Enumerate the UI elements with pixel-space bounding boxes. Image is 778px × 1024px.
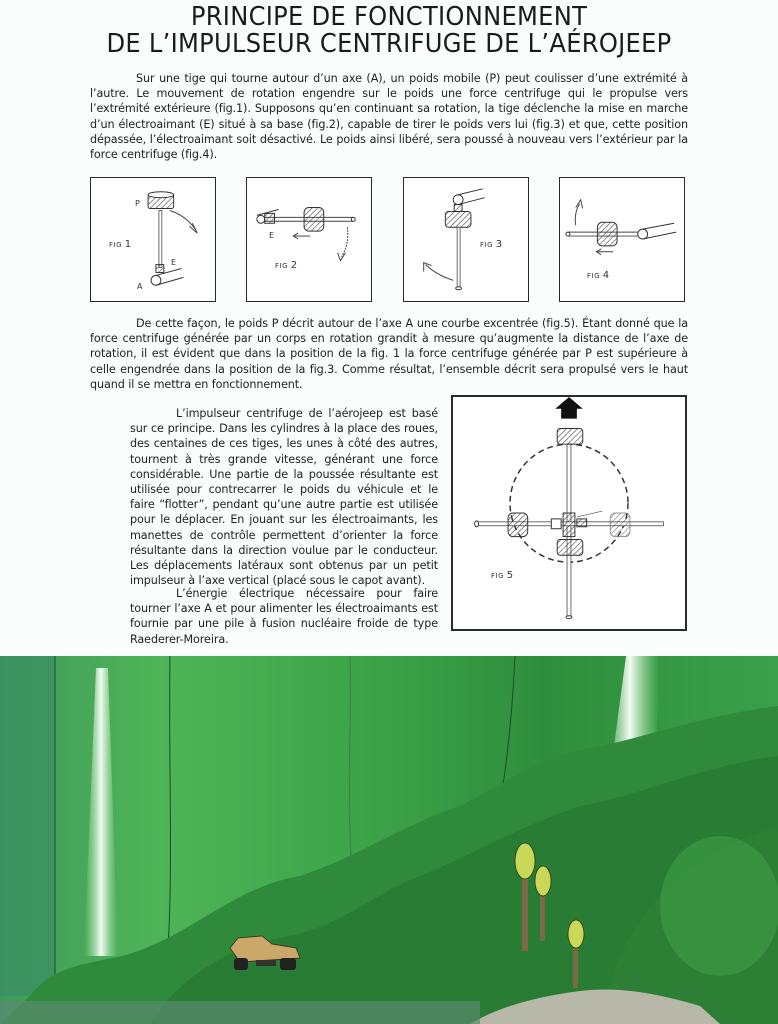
figure-caption-prefix: FIG: [275, 262, 289, 270]
river: [0, 1001, 480, 1024]
figure-caption-prefix: FIG: [480, 241, 494, 249]
figure-caption-number: 1: [124, 239, 132, 250]
figure-2-label-magnet: E: [269, 231, 275, 240]
figure-2: [246, 177, 372, 302]
figure-5: [451, 395, 687, 631]
figure-2-caption: [275, 260, 298, 271]
jungle-scene: [0, 656, 778, 1024]
figure-caption-prefix: FIG: [109, 241, 123, 249]
palm-trunk: [522, 871, 528, 951]
figure-1: [90, 177, 216, 302]
paragraph-eccentric-curve: [90, 316, 688, 392]
figure-4-drawing: [560, 178, 684, 301]
figure-caption-prefix: FIG: [587, 272, 601, 280]
paragraph-text: De cette façon, le poids P décrit autour de l’axe A une courbe excentrée (fig.5). Étant donné que la force centrifuge générée par un corps en rotation grandit à mesure qu’augmente la distance de l’axe de rotation, il est évident que dans la position de la fig. 1 la force centrifuge générée par P est supérieure à celle engendrée dans la position de la fig.3. Comme résultat, l’ensemble décrit sera propulsé vers le haut quand il se mettra en fonctionnement.: [90, 317, 688, 391]
figure-4-caption: [587, 270, 610, 281]
paragraph-text: L’impulseur centrifuge de l’aérojeep est basé sur ce principe. Dans les cylindres à la place des roues, des centaines de ces tiges, les unes à côté des autres, tournent à très grande vitesse, générant une force considérable. Une partie de la poussée résultante est utilisée pour contrecarrer le poids du véhicule et le faire “flotter”, pendant qu’une autre partie est utilisée pour le déplacer. En jouant sur les électroaimants, les manettes de contrôle permettent d’orienter la force résultante dans la direction voulue par le conducteur. Les déplacements latéraux sont obtenus par un petit impulseur à l’axe vertical (placé sous le capot avant).: [130, 407, 438, 588]
page-title-line-2: DE L’IMPULSEUR CENTRIFUGE DE L’AÉROJEEP: [106, 29, 672, 59]
figure-5-drawing: [453, 397, 685, 629]
figure-4: [559, 177, 685, 302]
figure-3: [403, 177, 529, 302]
figure-caption-number: 2: [290, 260, 298, 271]
figure-3-caption: [480, 239, 503, 250]
paragraph-principle: [90, 71, 688, 162]
figure-3-drawing: [404, 178, 528, 301]
figure-caption-prefix: FIG: [491, 572, 505, 580]
paragraph-aerojeep-impeller: [130, 406, 438, 588]
paragraph-energy-source: [130, 586, 438, 647]
paragraph-text: Sur une tige qui tourne autour d’un axe (A), un poids mobile (P) peut coulisser d’une extrémité à l’autre. Le mouvement de rotation engendre sur le poids une force centrifuge qui le propulse vers l’extrémité extérieure (fig.1). Supposons qu’en continuant sa rotation, la tige déclenche la mise en marche d’un électroaimant (E) situé à sa base (fig.2), capable de tirer le poids vers lui (fig.3) et que, cette position dépassée, l’électroaimant soit désactivé. Le poids ainsi libéré, sera poussé à nouveau vers l’extérieur par la force centrifuge (fig.4).: [90, 72, 688, 162]
figure-1-label-weight: P: [135, 199, 141, 208]
paragraph-text: L’énergie électrique nécessaire pour faire tourner l’axe A et pour alimenter les électroaimants est fournie par une pile à fusion nucléaire froide de type Raederer-Moreira.: [130, 587, 438, 646]
page-title-line-1: PRINCIPE DE FONCTIONNEMENT: [190, 2, 588, 32]
figure-2-drawing: [247, 178, 371, 301]
figure-caption-number: 5: [506, 570, 514, 581]
figure-1-label-axis: A: [137, 282, 143, 291]
figure-caption-number: 4: [602, 270, 610, 281]
figure-caption-number: 3: [495, 239, 503, 250]
figure-1-label-magnet: E: [171, 258, 177, 267]
palm-crown: [515, 843, 535, 879]
tree-right: [660, 836, 778, 976]
figure-5-caption: [491, 570, 514, 581]
figure-1-caption: [109, 239, 132, 250]
jungle-illustration: [0, 656, 778, 1024]
